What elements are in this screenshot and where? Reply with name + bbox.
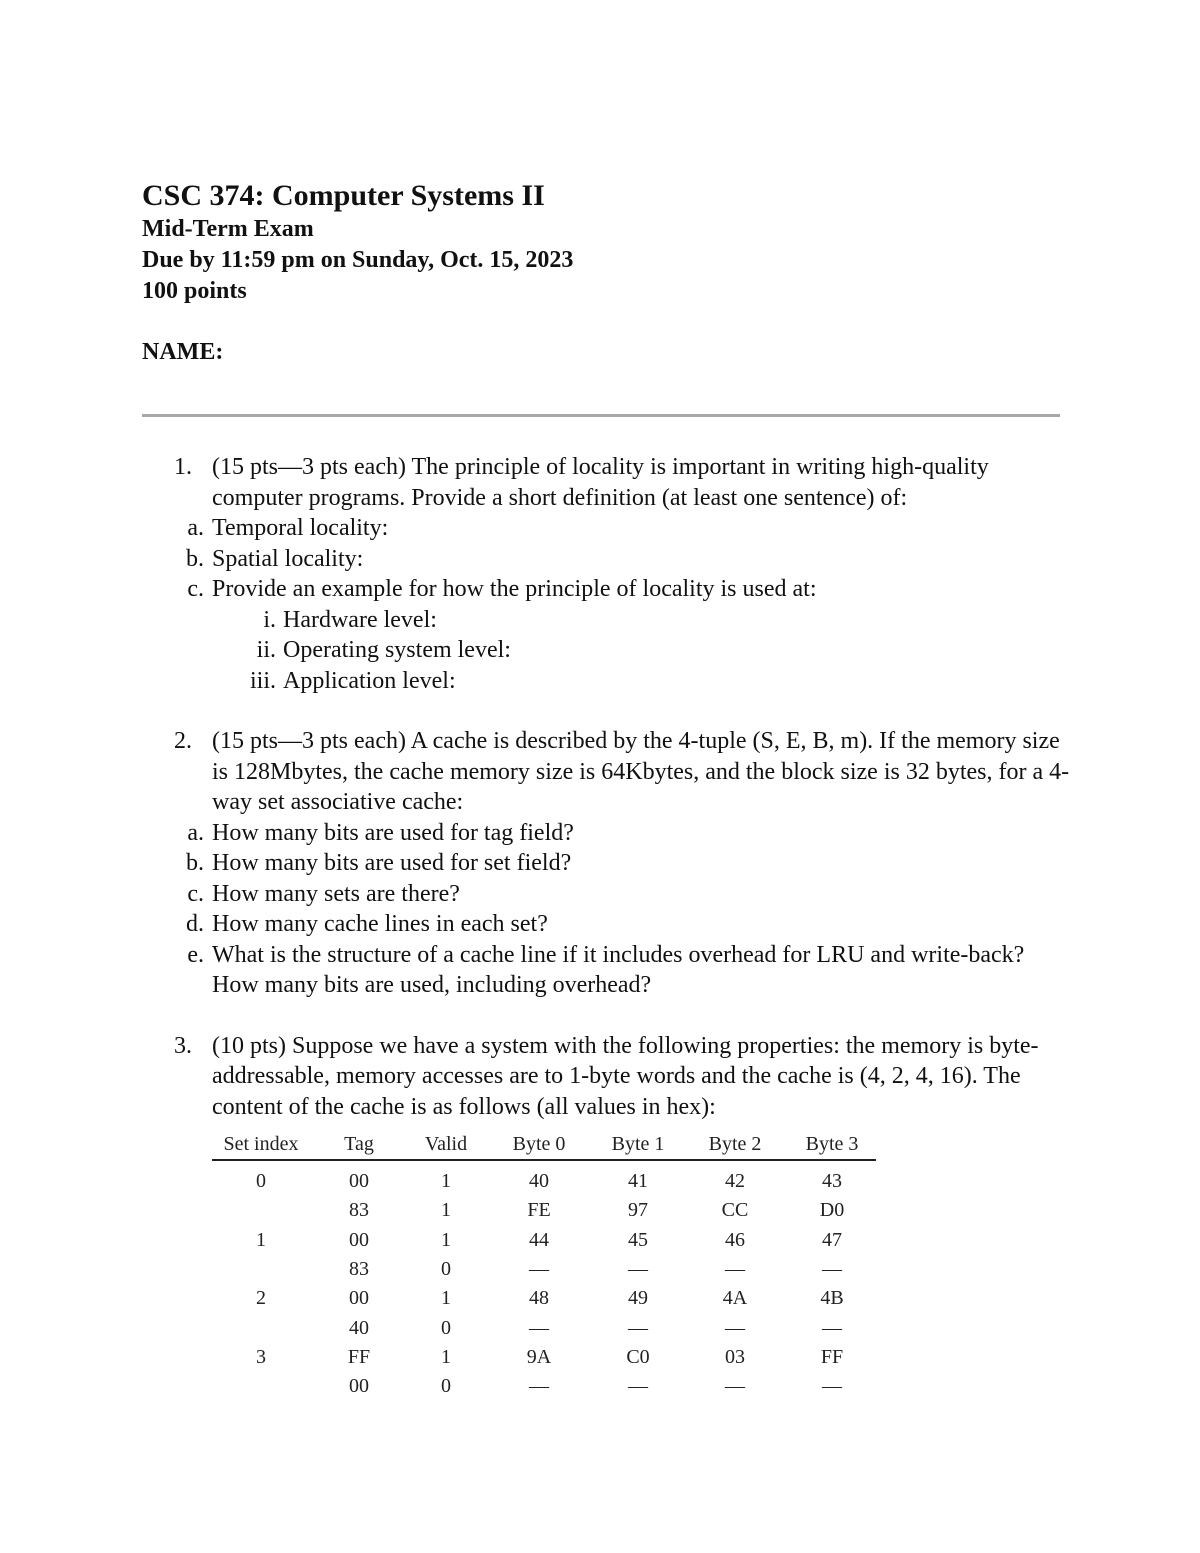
table-cell: — [725,1258,745,1281]
table-cell: CC [721,1199,749,1222]
table-cell: — [725,1375,745,1398]
table-cell: — [529,1316,549,1339]
sub-label: d. [186,911,204,937]
table-cell: 47 [822,1228,842,1251]
table-cell: FF [347,1345,371,1368]
column-header: Valid [408,1130,484,1160]
table-cell: 1 [441,1287,451,1310]
table-cell: 00 [349,1287,369,1310]
sub-text: Provide an example for how the principle of locality is used at: [212,576,817,602]
sub-text: Temporal locality: [212,515,389,541]
table-cell: 41 [628,1170,648,1193]
table-cell: 1 [441,1199,451,1222]
cache-contents-table [212,1130,876,1401]
table-row [212,1196,876,1225]
table-cell: 4B [820,1287,844,1310]
sub-text: How many bits are used for set field? [212,850,572,876]
table-cell: 0 [441,1375,451,1398]
question-list [142,452,1072,1152]
table-cell: — [529,1258,549,1281]
question-number: 1. [174,454,192,480]
table-cell: 43 [822,1170,842,1193]
column-header: Tag [310,1130,408,1160]
sub-question-list [142,513,1072,696]
total-points: 100 points [142,278,247,304]
table-cell: 42 [725,1170,745,1193]
table-cell: 40 [529,1170,549,1193]
table-cell: — [628,1258,648,1281]
roman-text: Application level: [283,667,456,694]
table-cell: 00 [349,1170,369,1193]
table-cell: 0 [441,1316,451,1339]
roman-label: iii. [249,667,276,694]
sub-label: b. [186,850,204,876]
table-cell: — [822,1258,842,1281]
table-cell: 83 [349,1199,369,1222]
table-row [212,1160,876,1196]
question-3 [142,1031,1072,1123]
roman-text: Hardware level: [283,606,437,633]
table-cell: 1 [441,1345,451,1368]
sub-label: b. [186,545,204,572]
table-cell: 0 [441,1258,451,1281]
question-text: (10 pts) Suppose we have a system with the following properties: the memory is byte-addressable, memory accesses are to 1-byte words and the cache is (4, 2, 4, 16). The content of the cache is as follows (all values in hex): [212,1032,1039,1120]
table-cell: 4A [722,1287,748,1310]
sub-question-1c-ii [142,635,1072,666]
exam-name: Mid-Term Exam [142,216,314,242]
table-cell: 49 [628,1287,648,1310]
sub-question-2a [142,818,1072,849]
table-row [212,1226,876,1255]
table-row [212,1372,876,1401]
question-number: 3. [174,1032,192,1059]
table-cell: D0 [819,1199,845,1222]
column-header: Set index [212,1130,310,1160]
column-header: Byte 3 [788,1130,876,1160]
table-cell: 97 [628,1199,648,1222]
table-cell [212,1196,310,1225]
sub-label: c. [187,880,204,907]
roman-text: Operating system level: [283,637,511,663]
sub-question-list [142,818,1072,1001]
table-cell: — [822,1375,842,1398]
table-cell: C0 [626,1345,650,1368]
name-underline [142,414,1060,417]
table-cell: — [529,1375,549,1398]
sub-label: a. [187,819,204,846]
table-cell: 44 [529,1228,549,1251]
sub-question-2b [142,848,1072,879]
sub-label: e. [187,941,204,968]
table-cell: 9A [526,1345,552,1368]
question-text: (15 pts—3 pts each) A cache is described by the 4-tuple (S, E, B, m). If the memory size is 128Mbytes, the cache memory size is 64Kbytes, and the block size is 32 bytes, for a 4-way set associative cache: [212,728,1070,815]
table-row [212,1313,876,1342]
table-cell: 46 [725,1228,745,1251]
question-number: 2. [174,728,192,754]
sub-question-1b [142,544,1072,575]
table-row [212,1343,876,1372]
table-cell: 83 [349,1258,369,1281]
table-cell: 48 [529,1287,549,1310]
name-label: NAME: [142,339,224,365]
sub-question-2c [142,879,1072,910]
table-cell: 3 [256,1345,266,1368]
table-cell: 1 [441,1170,451,1193]
table-cell: — [628,1375,648,1398]
sub-label: a. [187,515,204,541]
sub-question-2d [142,909,1072,940]
table-row [212,1255,876,1284]
roman-label: ii. [256,637,276,663]
table-header-row [212,1130,876,1160]
table-cell [212,1372,310,1401]
sub-text: Spatial locality: [212,545,364,572]
sub-question-1c [142,574,1072,605]
sub-question-1c-iii [142,666,1072,697]
sub-text: How many sets are there? [212,880,460,907]
sub-question-1c-i [142,605,1072,636]
table-cell: 45 [628,1228,648,1251]
question-1 [142,452,1072,696]
table-cell: 03 [725,1345,745,1368]
roman-label: i. [263,606,276,633]
sub-text: How many bits are used for tag field? [212,819,574,846]
sub-text: What is the structure of a cache line if it includes overhead for LRU and write-back? How many bits are used, including overhead? [212,941,1025,998]
question-text: (15 pts—3 pts each) The principle of locality is important in writing high-quality computer programs. Provide a short definition (at least one sentence) of: [212,454,989,511]
column-header: Byte 0 [484,1130,594,1160]
table-cell [212,1313,310,1342]
course-title: CSC 374: Computer Systems II [142,179,545,212]
table-cell: — [822,1316,842,1339]
table-cell: 00 [349,1228,369,1251]
table-cell: 1 [441,1228,451,1251]
table-cell: FE [527,1199,551,1222]
table-cell: FF [820,1345,844,1368]
table-cell: 2 [256,1287,266,1310]
table-row [212,1284,876,1313]
exam-header [142,178,1062,392]
table-cell: — [628,1316,648,1339]
sub-question-1a [142,513,1072,544]
table-cell: 1 [256,1228,266,1251]
column-header: Byte 2 [682,1130,788,1160]
table-cell: 0 [256,1170,266,1193]
sub-text: How many cache lines in each set? [212,911,548,937]
table-cell: — [725,1316,745,1339]
table-cell [212,1255,310,1284]
table-cell: 00 [349,1375,369,1398]
table-cell: 40 [349,1316,369,1339]
question-2 [142,726,1072,1001]
sub-label: c. [187,576,204,602]
sub-question-2e [142,940,1072,1001]
due-date: Due by 11:59 pm on Sunday, Oct. 15, 2023 [142,247,574,273]
column-header: Byte 1 [594,1130,682,1160]
